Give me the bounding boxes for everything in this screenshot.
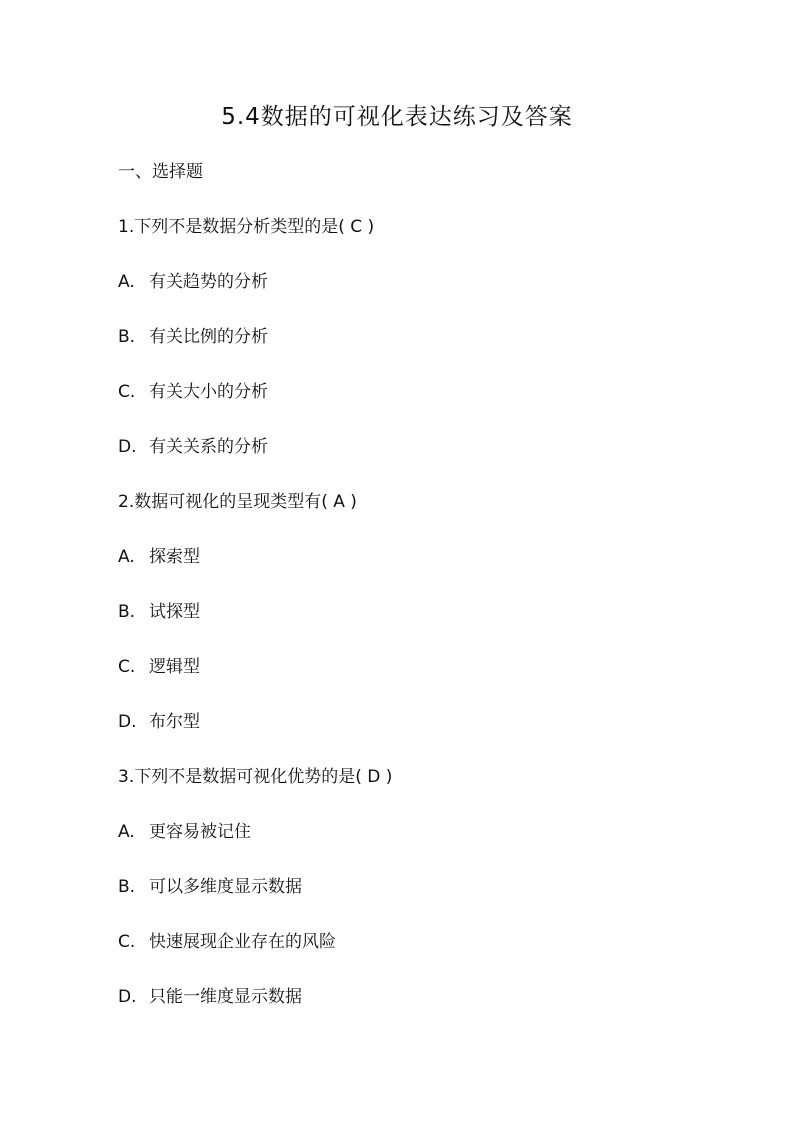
option-letter: B. [118,877,136,897]
question-1-option-b [118,325,268,349]
document-title: 5.4数据的可视化表达练习及答案 [221,104,573,130]
question-3-option-b [118,875,302,899]
option-letter: B. [118,327,136,347]
option-letter: B. [118,602,136,622]
question-2-stem: 2.数据可视化的呈现类型有( A ) [118,492,357,512]
question-1-option-a [118,270,268,294]
option-text: 只能一维度显示数据 [149,987,302,1007]
option-text: 布尔型 [149,712,200,732]
option-text: 快速展现企业存在的风险 [149,932,336,952]
question-1-stem: 1.下列不是数据分析类型的是( C ) [118,217,375,237]
option-text: 有关趋势的分析 [149,272,268,292]
option-letter: D. [118,437,137,457]
question-2-option-c [118,655,200,679]
option-text: 有关大小的分析 [149,382,268,402]
question-2-option-d [118,710,200,734]
option-text: 试探型 [149,602,200,622]
option-text: 有关比例的分析 [149,327,268,347]
option-text: 逻辑型 [149,657,200,677]
option-letter: C. [118,382,136,402]
question-2-option-a [118,545,200,569]
option-letter: A. [118,272,135,292]
option-text: 探索型 [149,547,200,567]
question-3-option-c [118,930,336,954]
question-1-option-d [118,435,268,459]
option-text: 可以多维度显示数据 [149,877,302,897]
option-text: 有关关系的分析 [149,437,268,457]
option-letter: C. [118,657,136,677]
option-letter: A. [118,547,135,567]
option-text: 更容易被记住 [149,822,251,842]
option-letter: A. [118,822,135,842]
question-2-option-b [118,600,200,624]
question-3-option-a [118,820,251,844]
option-letter: C. [118,932,136,952]
question-3-stem: 3.下列不是数据可视化优势的是( D ) [118,767,393,787]
question-1-option-c [118,380,268,404]
question-3-option-d [118,985,302,1009]
section-heading: 一、选择题 [118,162,203,182]
option-letter: D. [118,987,137,1007]
option-letter: D. [118,712,137,732]
